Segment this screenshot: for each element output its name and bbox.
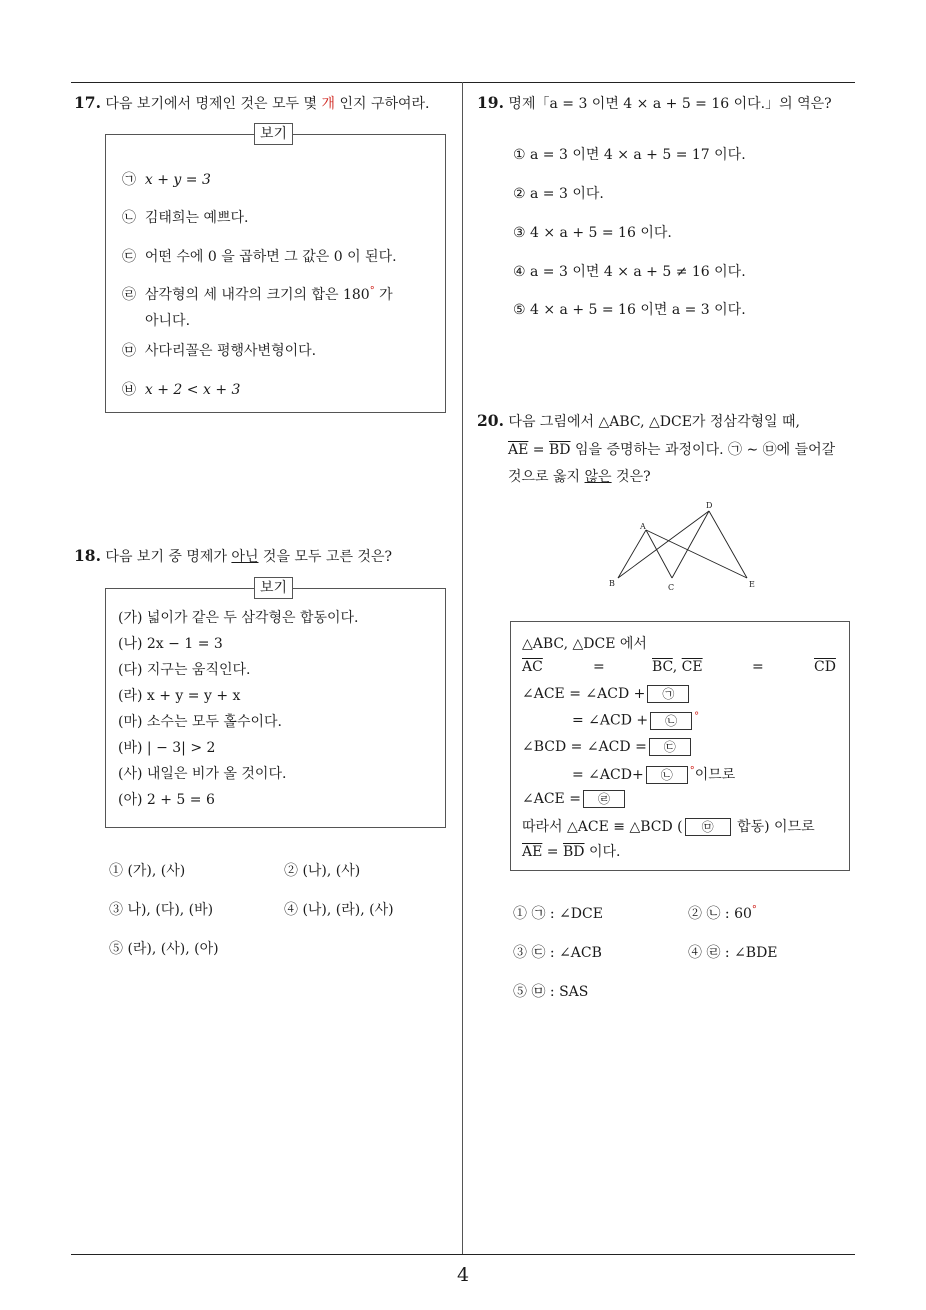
q17-number: 17. bbox=[74, 93, 101, 112]
q19-choice-2[interactable]: ② a = 3 이다. bbox=[513, 186, 604, 202]
proof-line-7: ∠ACE = ㉣ bbox=[522, 790, 627, 808]
point-label-c: C bbox=[668, 583, 675, 592]
q18-choice-5[interactable]: ⑤ (라), (사), (아) bbox=[109, 941, 219, 957]
top-rule bbox=[71, 82, 855, 83]
page-number: 4 bbox=[456, 1264, 470, 1286]
q17-text-a: 다음 보기에서 명제인 것은 모두 몇 bbox=[105, 96, 322, 112]
q19-number: 19. bbox=[477, 93, 504, 112]
q19-choice-3[interactable]: ③ 4 × a + 5 = 16 이다. bbox=[513, 225, 672, 241]
q19-choice-5[interactable]: ⑤ 4 × a + 5 = 16 이면 a = 3 이다. bbox=[513, 302, 746, 318]
proof-line-2c: $\overline{BC}$, $\overline{CE}$ bbox=[652, 659, 703, 675]
segment-bd bbox=[618, 511, 709, 578]
slot-d: ㉢ bbox=[649, 738, 691, 756]
q18-bogi-label: 보기 bbox=[254, 577, 293, 599]
q20-question-line3: 것으로 옳지 않은 것은? bbox=[508, 469, 651, 485]
slot-n: ㉡ bbox=[650, 712, 692, 730]
q17-bogi-label: 보기 bbox=[254, 123, 293, 145]
proof-line-6: = ∠ACD+ ㉡ °이므로 bbox=[572, 765, 736, 783]
q18-item-5: (마) 소수는 모두 홀수이다. bbox=[118, 714, 282, 730]
slot-n-2: ㉡ bbox=[646, 766, 688, 784]
q19-choice-4[interactable]: ④ a = 3 이면 4 × a + 5 ≠ 16 이다. bbox=[513, 264, 746, 280]
slot-r: ㉣ bbox=[583, 790, 625, 808]
q18-number: 18. bbox=[74, 546, 101, 565]
proof-line-3: ∠ACE = ∠ACD + ㉠ bbox=[522, 685, 691, 703]
q19-question: 19. 명제「a = 3 이면 4 × a + 5 = 16 이다.」의 역은? bbox=[477, 93, 832, 112]
point-label-b: B bbox=[609, 579, 615, 588]
segment-ab bbox=[618, 530, 646, 578]
q17-item-2: ㉡ 김태희는 예쁘다. bbox=[122, 210, 249, 226]
q17-item-4: ㉣ 삼각형의 세 내각의 크기의 합은 180° 가 bbox=[122, 285, 393, 303]
q20-choice-4[interactable]: ④ ㉣ : ∠BDE bbox=[688, 945, 778, 961]
point-label-d: D bbox=[706, 501, 713, 510]
proof-line-2d: = bbox=[752, 659, 764, 675]
proof-line-4: = ∠ACD + ㉡ ° bbox=[572, 711, 700, 729]
proof-line-8: 따라서 △ACE ≡ △BCD ( ㉤ 합동) 이므로 bbox=[522, 819, 815, 835]
proof-line-5: ∠BCD = ∠ACD = ㉢ bbox=[522, 738, 693, 756]
q18-item-1: (가) 넓이가 같은 두 삼각형은 합동이다. bbox=[118, 610, 359, 626]
proof-line-2e: $\overline{CD}$ bbox=[814, 659, 836, 675]
slot-m: ㉤ bbox=[685, 818, 731, 836]
q20-number: 20. bbox=[477, 411, 504, 430]
q18-question: 18. 다음 보기 중 명제가 아닌 것을 모두 고른 것은? bbox=[74, 546, 392, 565]
q17-item-3: ㉢ 어떤 수에 0 을 곱하면 그 값은 0 이 된다. bbox=[122, 249, 397, 265]
q17-text-b: 인지 구하여라. bbox=[335, 96, 430, 112]
q18-item-4: (라) x + y = y + x bbox=[118, 688, 241, 704]
segment-de bbox=[709, 511, 747, 578]
point-label-a: A bbox=[640, 522, 646, 531]
q17-item-5: ㉤ 사다리꼴은 평행사변형이다. bbox=[122, 343, 317, 359]
q18-choice-3[interactable]: ③ 나), (다), (바) bbox=[109, 902, 214, 918]
q18-choice-2[interactable]: ② (나), (사) bbox=[284, 863, 361, 879]
q18-item-6: (바) | − 3| > 2 bbox=[118, 740, 216, 756]
q20-choice-1[interactable]: ① ㉠ : ∠DCE bbox=[513, 906, 603, 922]
point-label-e: E bbox=[749, 580, 755, 589]
q19-choice-1[interactable]: ① a = 3 이면 4 × a + 5 = 17 이다. bbox=[513, 147, 746, 163]
bottom-rule bbox=[71, 1254, 855, 1255]
q20-figure bbox=[600, 498, 770, 594]
slot-g: ㉠ bbox=[647, 685, 689, 703]
q18-item-7: (사) 내일은 비가 올 것이다. bbox=[118, 766, 287, 782]
q18-item-8: (아) 2 + 5 = 6 bbox=[118, 792, 215, 808]
q17-item-6: ㉥ x + 2 < x + 3 bbox=[122, 382, 241, 398]
q20-choice-5[interactable]: ⑤ ㉤ : SAS bbox=[513, 984, 589, 1000]
q18-item-3: (다) 지구는 움직인다. bbox=[118, 662, 251, 678]
q18-choice-1[interactable]: ① (가), (사) bbox=[109, 863, 186, 879]
q17-question bbox=[74, 93, 430, 113]
proof-line-2b: = bbox=[593, 659, 605, 675]
q17-text-red: 개 bbox=[321, 96, 335, 112]
q18-choice-4[interactable]: ④ (나), (라), (사) bbox=[284, 902, 394, 918]
q20-choice-2[interactable]: ② ㉡ : 60° bbox=[688, 904, 757, 922]
proof-line-9: $\overline{AE} = \overline{BD}$ 이다. bbox=[522, 844, 621, 860]
proof-line-2a: $\overline{AC}$ bbox=[522, 659, 543, 675]
segment-ae bbox=[646, 530, 747, 578]
q18-item-2: (나) 2x − 1 = 3 bbox=[118, 636, 223, 652]
proof-line-1: △ABC, △DCE 에서 bbox=[522, 636, 647, 652]
column-divider bbox=[462, 82, 463, 1254]
q17-item-1: ㉠ x + y = 3 bbox=[122, 172, 211, 188]
q17-item-4-cont: 아니다. bbox=[145, 313, 191, 329]
q20-question-line1: 20. 다음 그림에서 △ABC, △DCE가 정삼각형일 때, bbox=[477, 411, 800, 430]
q20-choice-3[interactable]: ③ ㉢ : ∠ACB bbox=[513, 945, 602, 961]
q20-question-line2: $\overline{AE} = \overline{BD}$ 임을 증명하는 과정이다. ㉠ ∼ ㉤에 들어갈 bbox=[508, 442, 836, 458]
